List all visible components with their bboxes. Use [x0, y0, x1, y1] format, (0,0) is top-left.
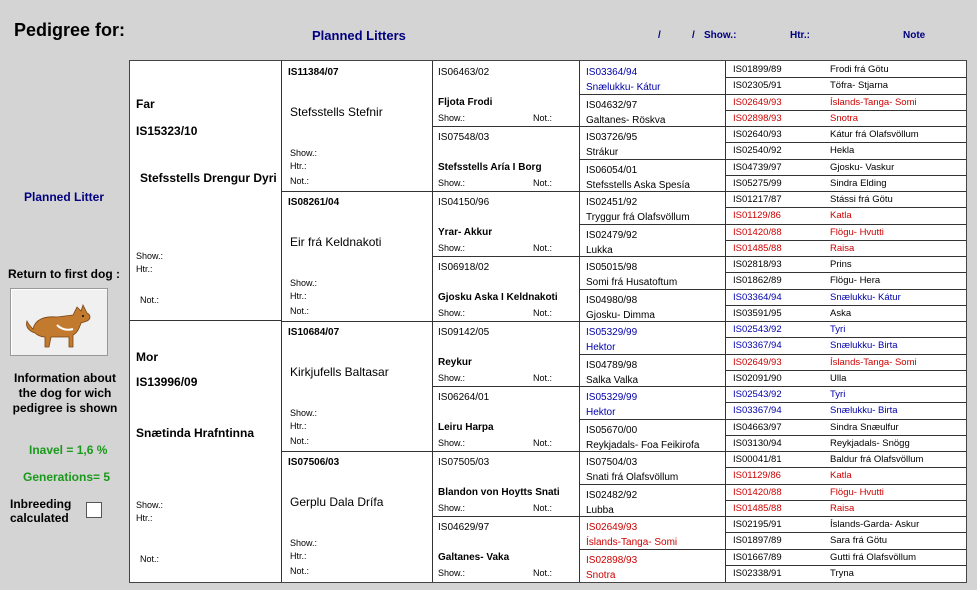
gen2-htr-label: Htr.: [290, 161, 307, 171]
gen5-divider [725, 419, 966, 420]
gen5-reg[interactable]: IS03367/94 [733, 340, 782, 352]
planned-litters-link[interactable]: Planned Litters [312, 28, 406, 43]
dog-info-text: Information about the dog for wich pedigree is shown [12, 371, 118, 415]
gen5-divider [725, 532, 966, 533]
gen4-name[interactable]: Somi frá Husatoftum [586, 277, 678, 288]
gen2-name[interactable]: Kirkjufells Baltasar [290, 365, 389, 379]
gen5-name[interactable]: Kátur frá Olafsvöllum [830, 129, 919, 140]
planned-litter-link[interactable]: Planned Litter [24, 190, 105, 204]
gen5-name[interactable]: Baldur frá Olafsvöllum [830, 454, 924, 465]
gen4-name[interactable]: Lubba [586, 504, 614, 516]
gen5-reg[interactable]: IS04663/97 [733, 421, 782, 433]
gen5-divider [725, 565, 966, 566]
gen4-name[interactable]: Hektor [586, 407, 616, 418]
gen4-divider [579, 549, 725, 550]
gen5-name[interactable]: Reykjadals- Snögg [830, 437, 910, 449]
gen4-divider [579, 126, 725, 127]
gen4-name[interactable]: Stefsstells Aska Spesía [586, 179, 690, 191]
gen4-reg[interactable]: IS03364/94 [586, 67, 638, 78]
gen3-name[interactable]: Stefsstells Aría I Borg [438, 162, 542, 173]
gen3-reg[interactable]: IS06463/02 [438, 67, 490, 78]
gen3-divider [432, 126, 579, 127]
gen5-name[interactable]: Gutti frá Olafsvöllum [830, 551, 917, 563]
gen5-name[interactable]: Katla [830, 210, 852, 222]
gen5-reg[interactable]: IS05275/99 [733, 177, 782, 189]
gen4-divider [579, 321, 725, 322]
gen4-divider [579, 256, 725, 257]
gen2-divider [281, 321, 432, 322]
gen4-name[interactable]: Tryggur frá Olafsvöllum [586, 212, 690, 223]
gen5-divider [725, 256, 966, 257]
gen3-reg[interactable]: IS06918/02 [438, 262, 490, 273]
gen3-divider [432, 386, 579, 387]
gen5-reg[interactable]: IS02818/93 [733, 259, 782, 270]
gen5-reg[interactable]: IS02338/91 [733, 567, 782, 579]
header-htr-label: Htr.: [790, 30, 810, 41]
sire-reg[interactable]: IS15323/10 [136, 124, 198, 138]
gen5-reg[interactable]: IS02540/92 [733, 145, 782, 157]
gen4-divider [579, 224, 725, 225]
gen2-not-label: Not.: [290, 566, 310, 576]
gen4-divider [579, 289, 725, 290]
gen4-divider [579, 94, 725, 95]
gen5-name[interactable]: Stássi frá Götu [830, 194, 893, 205]
gen5-divider [725, 386, 966, 387]
inbreeding-checkbox[interactable] [86, 502, 102, 518]
gen3-reg[interactable]: IS06264/01 [438, 392, 490, 403]
gen3-show-label: Show.: [438, 178, 466, 188]
gen5-divider [725, 435, 966, 436]
gen1-divider [130, 320, 281, 321]
gen3-not-label: Not.: [533, 243, 553, 253]
gen5-divider [725, 77, 966, 78]
gen2-divider [281, 191, 432, 192]
gen5-name[interactable]: Tyri [830, 324, 846, 335]
gen2-htr-label: Htr.: [290, 291, 307, 301]
gen5-reg[interactable]: IS01897/89 [733, 535, 782, 547]
gen4-divider [579, 159, 725, 160]
gen3-divider [432, 256, 579, 257]
gen5-divider [725, 370, 966, 371]
gen5-divider [725, 272, 966, 273]
gen3-name[interactable]: Fljota Frodi [438, 97, 493, 108]
gen5-name[interactable]: Íslands-Garda- Askur [830, 519, 920, 530]
gen2-reg[interactable]: IS07506/03 [288, 457, 340, 468]
gen3-name[interactable]: Blandon von Hoytts Snati [438, 487, 560, 498]
gen3-reg[interactable]: IS04629/97 [438, 522, 490, 533]
sire-htr-label: Htr.: [136, 264, 153, 274]
gen5-reg[interactable]: IS03130/94 [733, 437, 782, 449]
gen5-reg[interactable]: IS02305/91 [733, 80, 782, 92]
gen3-show-label: Show.: [438, 243, 466, 253]
gen5-name[interactable]: Snotra [830, 112, 858, 124]
gen5-name[interactable]: Snælukku- Birta [830, 340, 898, 352]
gen5-reg[interactable]: IS01899/89 [733, 64, 782, 75]
gen5-name[interactable]: Ulla [830, 372, 847, 384]
gen3-reg[interactable]: IS09142/05 [438, 327, 490, 338]
gen5-name[interactable]: Tyri [830, 389, 846, 400]
gen5-name[interactable]: Gjosku- Vaskur [830, 161, 895, 173]
gen5-reg[interactable]: IS02091/90 [733, 372, 782, 384]
gen3-show-label: Show.: [438, 308, 466, 318]
gen4-name[interactable]: Gjosku- Dimma [586, 309, 655, 321]
gen3-reg[interactable]: IS07505/03 [438, 457, 490, 468]
gen5-name[interactable]: Raisa [830, 502, 855, 514]
pedigree-table [129, 60, 967, 583]
gen5-divider [725, 175, 966, 176]
gen5-reg[interactable]: IS00041/81 [733, 454, 782, 465]
gen5-divider [725, 321, 966, 322]
gen2-divider [281, 451, 432, 452]
gen4-reg[interactable]: IS04632/97 [586, 99, 638, 111]
gen5-divider [725, 142, 966, 143]
gen3-divider [432, 321, 579, 322]
gen4-reg[interactable]: IS03726/95 [586, 132, 638, 143]
gen5-reg[interactable]: IS01420/88 [733, 486, 782, 498]
gen2-not-label: Not.: [290, 436, 310, 446]
gen2-htr-label: Htr.: [290, 551, 307, 561]
sire-not-label: Not.: [140, 295, 160, 305]
gen2-not-label: Not.: [290, 176, 310, 186]
gen3-name[interactable]: Reykur [438, 357, 472, 368]
gen5-reg[interactable]: IS01420/88 [733, 226, 782, 238]
sire-role: Far [136, 97, 155, 111]
inbreeding-label: Inbreeding calculated [10, 497, 72, 525]
gen5-divider [725, 224, 966, 225]
gen5-reg[interactable]: IS01862/89 [733, 275, 782, 287]
gen4-name[interactable]: Snælukku- Kátur [586, 82, 661, 93]
gen5-reg[interactable]: IS01129/86 [733, 210, 781, 222]
gen4-name[interactable]: Reykjadals- Foa Feikirofa [586, 439, 700, 451]
header-show-label: Show.: [704, 30, 737, 41]
gen4-reg[interactable]: IS06054/01 [586, 164, 638, 176]
gen3-show-label: Show.: [438, 503, 466, 513]
gen3-show-label: Show.: [438, 113, 466, 123]
gen5-divider [725, 289, 966, 290]
dam-role: Mor [136, 350, 158, 364]
gen4-reg[interactable]: IS02451/92 [586, 197, 638, 208]
gen2-name[interactable]: Stefsstells Stefnir [290, 105, 383, 119]
gen2-show-label: Show.: [290, 408, 318, 418]
gen3-name[interactable]: Galtanes- Vaka [438, 552, 510, 563]
header-slash-1: / [658, 30, 661, 41]
gen5-name[interactable]: Sara frá Götu [830, 535, 888, 547]
gen3-not-label: Not.: [533, 568, 553, 578]
gen2-name[interactable]: Gerplu Dala Drífa [290, 495, 384, 509]
gen5-divider [725, 207, 966, 208]
header-slash-2: / [692, 30, 695, 41]
gen2-name[interactable]: Eir frá Keldnakoti [290, 235, 382, 249]
gen3-not-label: Not.: [533, 438, 553, 448]
gen5-reg[interactable]: IS02543/92 [733, 389, 782, 400]
gen2-show-label: Show.: [290, 538, 318, 548]
gen5-divider [725, 110, 966, 111]
gen5-divider [725, 451, 966, 452]
return-label: Return to first dog : [8, 267, 120, 281]
gen5-reg[interactable]: IS04739/97 [733, 161, 782, 173]
gen4-divider [579, 354, 725, 355]
gen4-reg[interactable]: IS02898/93 [586, 554, 638, 566]
gen5-divider [725, 549, 966, 550]
gen3-show-label: Show.: [438, 438, 466, 448]
gen3-name[interactable]: Gjosku Aska I Keldnakoti [438, 292, 558, 303]
gen4-name[interactable]: Snotra [586, 569, 616, 581]
gen5-reg[interactable]: IS01667/89 [733, 551, 782, 563]
sire-name[interactable]: Stefsstells Drengur Dyri [140, 171, 277, 185]
gen5-reg[interactable]: IS01485/88 [733, 502, 782, 514]
inavel-value: Inavel = 1,6 % [29, 443, 108, 457]
gen4-reg[interactable]: IS04980/98 [586, 294, 638, 306]
gen5-reg[interactable]: IS02649/93 [733, 356, 782, 368]
gen5-divider [725, 305, 966, 306]
gen4-reg[interactable]: IS07504/03 [586, 457, 638, 468]
gen4-divider [579, 451, 725, 452]
gen5-divider [725, 337, 966, 338]
gen5-name[interactable]: Katla [830, 470, 852, 482]
gen4-reg[interactable]: IS05329/99 [586, 392, 638, 403]
generations-value: Generations= 5 [23, 470, 111, 484]
dam-reg[interactable]: IS13996/09 [136, 375, 198, 389]
gen5-divider [725, 126, 966, 127]
gen3-not-label: Not.: [533, 178, 553, 188]
gen5-name[interactable]: Prins [830, 259, 852, 270]
gen2-htr-label: Htr.: [290, 421, 307, 431]
gen5-name[interactable]: Sindra Elding [830, 177, 887, 189]
gen2-show-label: Show.: [290, 148, 318, 158]
gen5-divider [725, 159, 966, 160]
gen5-name[interactable]: Raisa [830, 242, 855, 254]
gen4-reg[interactable]: IS05015/98 [586, 262, 638, 273]
gen3-name[interactable]: Yrar- Akkur [438, 227, 493, 238]
gen5-name[interactable]: Íslands-Tanga- Somi [830, 96, 917, 108]
dog-photo-button[interactable] [10, 288, 108, 356]
gen5-divider [725, 240, 966, 241]
gen5-reg[interactable]: IS01129/86 [733, 470, 781, 482]
dam-name[interactable]: Snætinda Hrafntinna [136, 426, 255, 440]
gen5-reg[interactable]: IS02649/93 [733, 96, 782, 108]
gen4-name[interactable]: Salka Valka [586, 374, 639, 386]
gen5-name[interactable]: Aska [830, 307, 852, 319]
gen5-reg[interactable]: IS03367/94 [733, 405, 782, 417]
page-title: Pedigree for: [14, 20, 126, 40]
gen3-not-label: Not.: [533, 373, 553, 383]
gen2-show-label: Show.: [290, 278, 318, 288]
gen4-reg[interactable]: IS05329/99 [586, 327, 638, 338]
gen4-name[interactable]: Strákur [586, 147, 619, 158]
gen3-show-label: Show.: [438, 568, 466, 578]
gen2-reg[interactable]: IS11384/07 [288, 67, 339, 78]
gen5-divider [725, 500, 966, 501]
gen5-divider [725, 94, 966, 95]
gen4-reg[interactable]: IS04789/98 [586, 359, 638, 371]
gen3-not-label: Not.: [533, 308, 553, 318]
gen4-reg[interactable]: IS05670/00 [586, 424, 638, 436]
gen5-name[interactable]: Snælukku- Birta [830, 405, 898, 417]
gen2-reg[interactable]: IS08261/04 [288, 197, 340, 208]
gen3-divider [432, 191, 579, 192]
gen5-divider [725, 191, 966, 192]
gen3-reg[interactable]: IS07548/03 [438, 132, 490, 143]
gen5-name[interactable]: Flögu- Hera [830, 275, 881, 287]
gen5-reg[interactable]: IS02195/91 [733, 519, 782, 530]
gen4-reg[interactable]: IS02482/92 [586, 489, 638, 501]
gen5-divider [725, 402, 966, 403]
gen5-name[interactable]: Flögu- Hvutti [830, 486, 884, 498]
gen4-divider [579, 484, 725, 485]
gen5-name[interactable]: Töfra- Stjarna [830, 80, 889, 92]
gen3-divider [432, 516, 579, 517]
gen2-reg[interactable]: IS10684/07 [288, 327, 340, 338]
gen5-reg[interactable]: IS01217/87 [733, 194, 782, 205]
gen3-show-label: Show.: [438, 373, 466, 383]
gen5-divider [725, 467, 966, 468]
gen4-name[interactable]: Íslands-Tanga- Somi [586, 537, 678, 548]
sire-show-label: Show.: [136, 251, 164, 261]
gen5-name[interactable]: Flögu- Hvutti [830, 226, 884, 238]
gen4-divider [579, 419, 725, 420]
gen3-not-label: Not.: [533, 113, 553, 123]
gen4-name[interactable]: Hektor [586, 342, 616, 353]
gen3-reg[interactable]: IS04150/96 [438, 197, 490, 208]
gen4-divider [579, 191, 725, 192]
gen5-divider [725, 354, 966, 355]
gen4-name[interactable]: Lukka [586, 244, 613, 256]
gen5-name[interactable]: Tryna [830, 567, 854, 579]
gen2-not-label: Not.: [290, 306, 310, 316]
gen4-divider [579, 516, 725, 517]
gen5-name[interactable]: Hekla [830, 145, 855, 157]
gen5-name[interactable]: Snælukku- Kátur [830, 291, 901, 303]
gen5-name[interactable]: Íslands-Tanga- Somi [830, 356, 917, 368]
dam-show-label: Show.: [136, 500, 164, 510]
gen3-name[interactable]: Leiru Harpa [438, 422, 494, 433]
gen4-name[interactable]: Snati frá Olafsvöllum [586, 472, 679, 483]
gen5-reg[interactable]: IS03591/95 [733, 307, 782, 319]
gen4-name[interactable]: Galtanes- Röskva [586, 114, 666, 126]
header-note-label: Note [903, 30, 926, 41]
dog-icon [11, 289, 107, 355]
dam-not-label: Not.: [140, 554, 160, 564]
gen4-divider [579, 386, 725, 387]
gen5-reg[interactable]: IS02543/92 [733, 324, 782, 335]
gen4-reg[interactable]: IS02479/92 [586, 229, 638, 241]
gen5-divider [725, 516, 966, 517]
gen5-name[interactable]: Sindra Snæulfur [830, 421, 899, 433]
gen5-reg[interactable]: IS01485/88 [733, 242, 782, 254]
gen5-divider [725, 484, 966, 485]
gen5-reg[interactable]: IS02898/93 [733, 112, 782, 124]
gen4-reg[interactable]: IS02649/93 [586, 522, 638, 533]
gen3-not-label: Not.: [533, 503, 553, 513]
gen5-reg[interactable]: IS03364/94 [733, 291, 782, 303]
dam-htr-label: Htr.: [136, 513, 153, 523]
gen5-name[interactable]: Frodi frá Götu [830, 64, 889, 75]
gen5-reg[interactable]: IS02640/93 [733, 129, 782, 140]
gen3-divider [432, 451, 579, 452]
